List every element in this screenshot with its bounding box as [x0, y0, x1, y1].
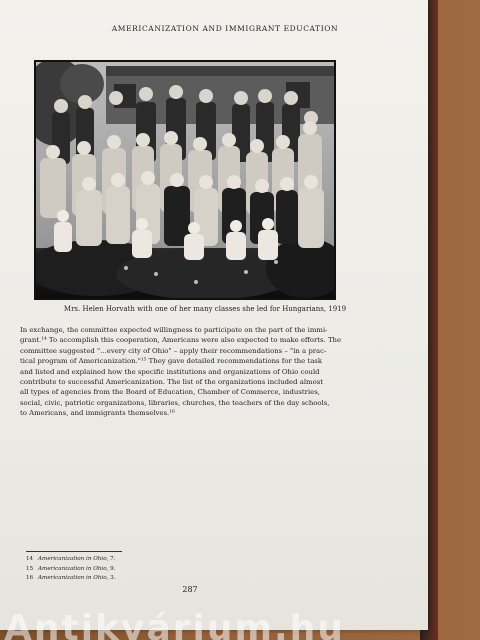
photo-image	[36, 62, 334, 298]
footnote-divider	[26, 551, 122, 552]
body-line: In exchange, the committee expected willingness to participate on the part of the immi-	[20, 326, 328, 334]
body-line: contribute to successful Americanization. The list of the organizations included almost	[20, 378, 324, 387]
footnote-number: 15	[26, 565, 34, 572]
body-line: social, civic, patriotic organizations, libraries, churches, the teachers of the day schools,	[20, 398, 330, 407]
footnote	[26, 574, 226, 584]
body-line: tical program of Americanization."¹⁵ They gave detailed recommendations for the task	[20, 357, 323, 366]
figure-caption: Mrs. Helen Horvath with one of her many classes she led for Hungarians, 1919	[63, 305, 347, 313]
body-line: all types of agencies from the Board of Education, Chamber of Commerce, industries,	[20, 388, 320, 397]
page-number: 287	[182, 585, 198, 594]
watermark: Antikvárium.hu	[4, 608, 345, 640]
body-line: grant.¹⁴ To accomplish this cooperation, Americans were also expected to make efforts. The	[20, 336, 342, 345]
footnote-title: Americanization in Ohio	[38, 556, 107, 562]
footnote-number: 14	[26, 556, 34, 562]
body-paragraph	[20, 325, 358, 419]
body-line: to Americans, and immigrants themselves.¹⁶	[20, 409, 175, 418]
footnote-number: 16	[26, 575, 34, 582]
footnote-page: , 9.	[106, 565, 116, 572]
footnote	[26, 565, 226, 575]
footnote	[26, 555, 226, 565]
body-line: committee suggested "...every city of Ohio" – apply their recommendations – "in a prac-	[20, 346, 327, 355]
body-line: and listed and explained how the specific institutions and organizations of Ohio could	[20, 367, 320, 376]
footnote-page: , 7.	[106, 556, 116, 562]
group-photograph	[34, 60, 336, 300]
footnote-title: Americanization in Ohio	[38, 575, 107, 582]
running-header: AMERICANIZATION AND IMMIGRANT EDUCATION	[111, 24, 339, 33]
footnote-page: , 3.	[106, 575, 116, 582]
footnotes	[26, 555, 226, 584]
footnote-title: Americanization in Ohio	[38, 565, 107, 572]
